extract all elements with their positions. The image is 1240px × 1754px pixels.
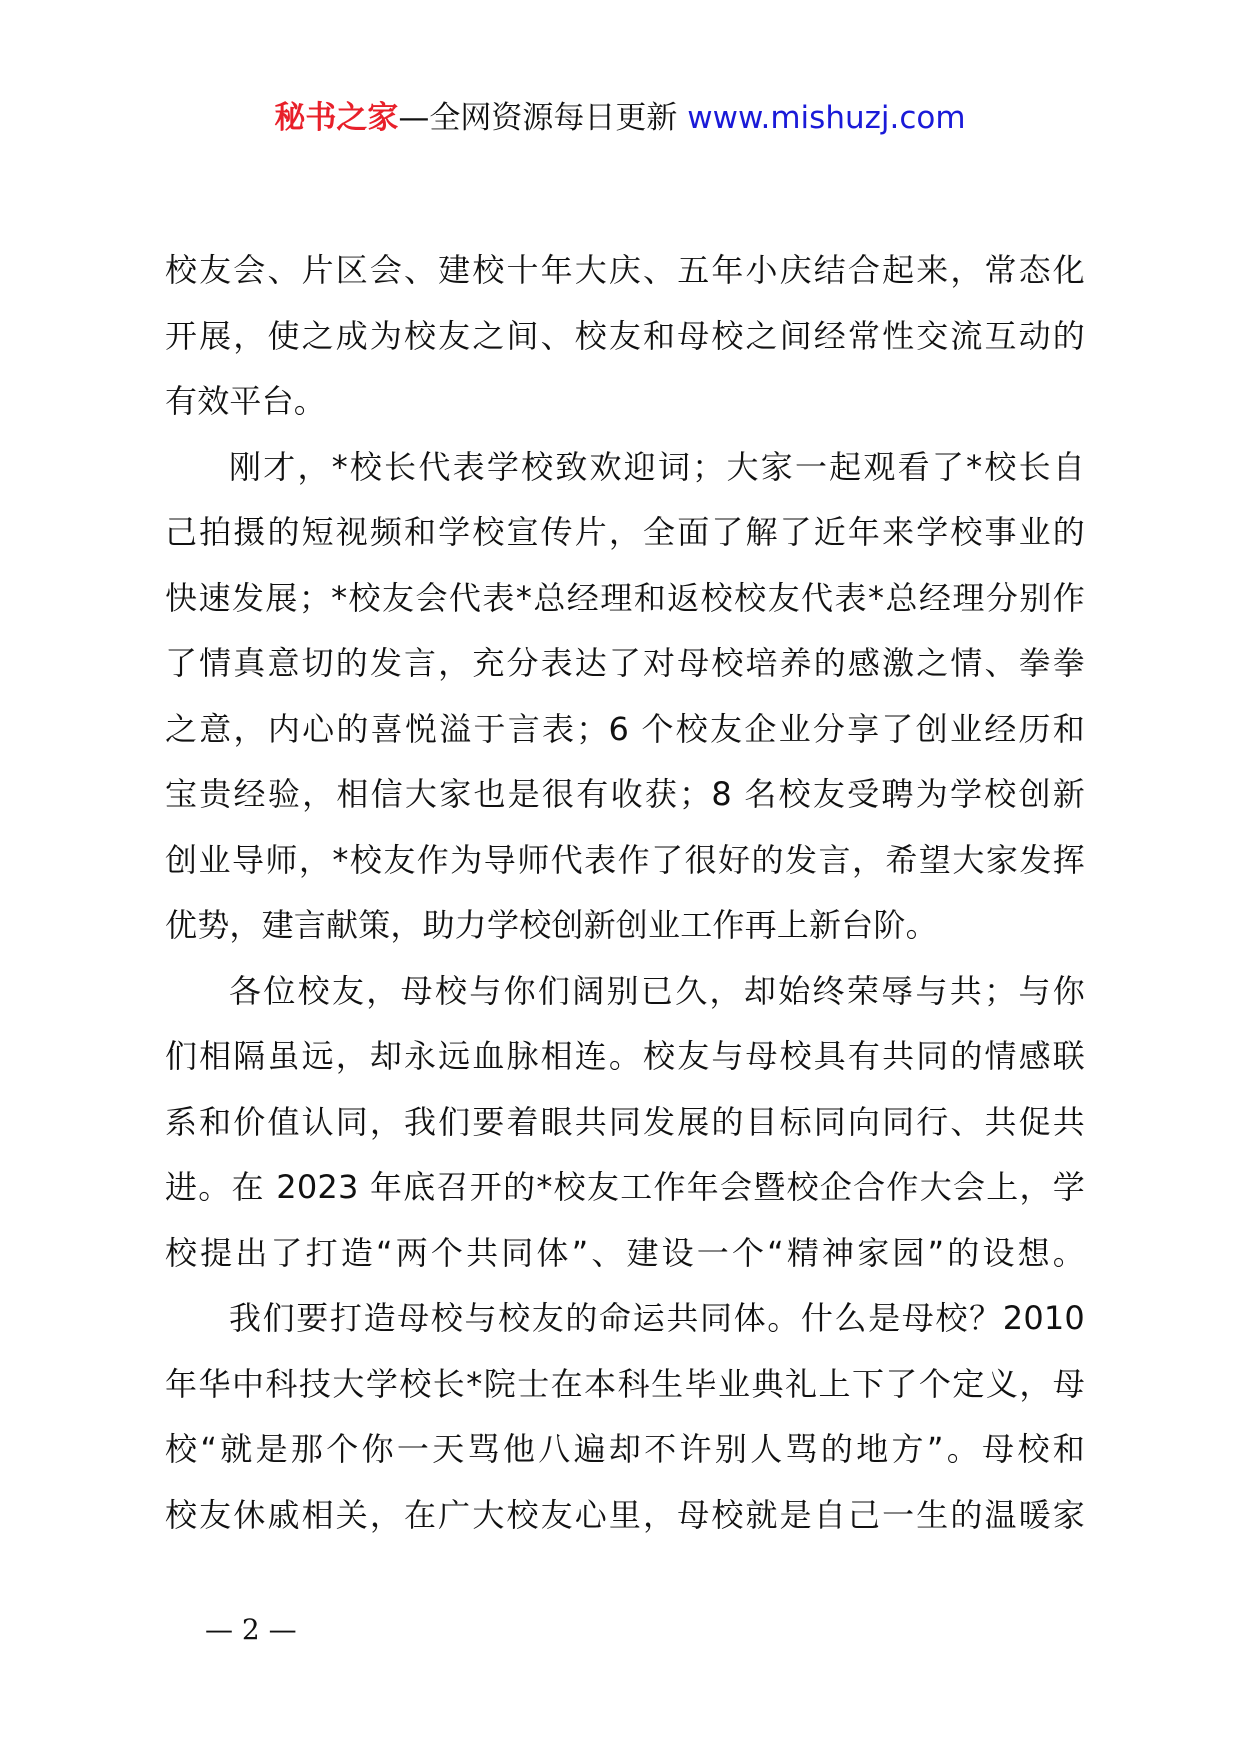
text-line: 我们要打造母校与校友的命运共同体。什么是母校？2010 bbox=[229, 1299, 1085, 1337]
text-line: 校友休戚相关，在广大校友心里，母校就是自己一生的温暖家 bbox=[165, 1495, 1085, 1534]
text-line: 宝贵经验，相信大家也是很有收获；8 名校友受聘为学校创新 bbox=[165, 775, 1085, 813]
text-line: 进。在 2023 年底召开的*校友工作年会暨校企合作大会上，学 bbox=[165, 1168, 1085, 1206]
brand-name: 秘书之家 bbox=[274, 100, 399, 136]
text-line: 快速发展；*校友会代表*总经理和返校校友代表*总经理分别作 bbox=[165, 578, 1085, 617]
text-line: 校“就是那个你一天骂他八遍却不许别人骂的地方”。母校和 bbox=[165, 1430, 1085, 1468]
page-header bbox=[0, 96, 1240, 140]
text-line: 年华中科技大学校长*院士在本科生毕业典礼上下了个定义，母 bbox=[165, 1364, 1085, 1403]
text-line: 优势，建言献策，助力学校创新创业工作再上新台阶。 bbox=[165, 906, 938, 944]
text-line: 创业导师，*校友作为导师代表作了很好的发言，希望大家发挥 bbox=[165, 840, 1085, 879]
page-number: — 2 — bbox=[205, 1613, 297, 1646]
text-line: 了情真意切的发言，充分表达了对母校培养的感激之情、拳拳 bbox=[165, 644, 1085, 682]
website-link[interactable]: www.mishuzj.com bbox=[687, 100, 966, 136]
header-slogan: —全网资源每日更新 bbox=[398, 100, 678, 136]
text-line: 开展，使之成为校友之间、校友和母校之间经常性交流互动的 bbox=[165, 316, 1085, 355]
document-body bbox=[165, 238, 1085, 1548]
text-line: 刚才，*校长代表学校致欢迎词；大家一起观看了*校长自 bbox=[229, 447, 1085, 486]
text-line: 己拍摄的短视频和学校宣传片，全面了解了近年来学校事业的 bbox=[165, 513, 1085, 551]
text-line: 之意，内心的喜悦溢于言表；6 个校友企业分享了创业经历和 bbox=[165, 709, 1085, 748]
text-line: 系和价值认同，我们要着眼共同发展的目标同向同行、共促共 bbox=[165, 1102, 1085, 1141]
text-line: 有效平台。 bbox=[165, 382, 327, 420]
text-line: 校提出了打造“两个共同体”、建设一个“精神家园”的设想。 bbox=[165, 1233, 1085, 1272]
text-line: 们相隔虽远，却永远血脉相连。校友与母校具有共同的情感联 bbox=[165, 1037, 1085, 1075]
text-line: 校友会、片区会、建校十年大庆、五年小庆结合起来，常态化 bbox=[165, 251, 1085, 289]
text-line: 各位校友，母校与你们阔别已久，却始终荣辱与共；与你 bbox=[229, 971, 1085, 1010]
